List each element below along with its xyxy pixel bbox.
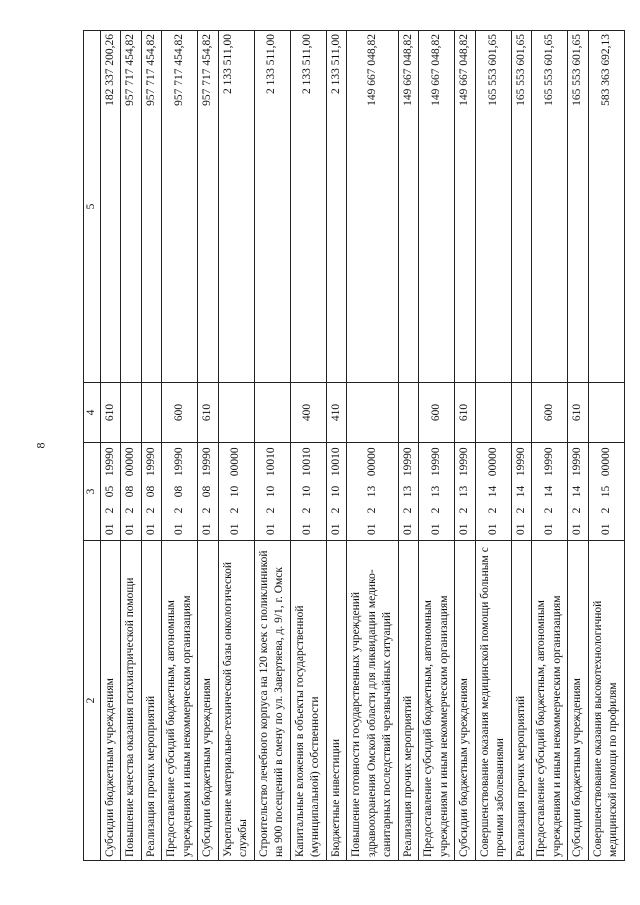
row-code-part: 19990 xyxy=(198,443,219,481)
table-row xyxy=(290,31,326,861)
row-code-part: 01 xyxy=(455,519,476,541)
row-code-part: 14 xyxy=(511,481,532,503)
row-code-part: 2 xyxy=(254,503,290,519)
row-code-part: 01 xyxy=(121,519,142,541)
row-name: Реализация прочих мероприятий xyxy=(398,541,419,861)
row-code-part: 13 xyxy=(347,481,399,503)
table-row xyxy=(588,31,624,861)
row-expense-type xyxy=(254,383,290,443)
row-code-part: 10 xyxy=(290,481,326,503)
row-code-part: 01 xyxy=(568,519,589,541)
row-code-part: 19990 xyxy=(511,443,532,481)
header-col-2: 2 xyxy=(84,541,101,861)
row-code-part: 2 xyxy=(218,503,254,519)
row-code-part: 08 xyxy=(162,481,198,503)
row-sum: 165 553 601,65 xyxy=(568,31,589,383)
row-code-part: 2 xyxy=(419,503,455,519)
row-code-part: 08 xyxy=(198,481,219,503)
row-expense-type: 410 xyxy=(326,383,347,443)
row-expense-type: 600 xyxy=(532,383,568,443)
table-row xyxy=(326,31,347,861)
row-code-part: 00000 xyxy=(588,443,624,481)
row-expense-type xyxy=(218,383,254,443)
table-body xyxy=(84,31,625,861)
row-sum: 957 717 454,82 xyxy=(141,31,162,383)
row-code-part: 10 xyxy=(326,481,347,503)
row-code-part: 2 xyxy=(290,503,326,519)
row-code-part: 2 xyxy=(568,503,589,519)
row-code-part: 01 xyxy=(475,519,511,541)
table-row xyxy=(532,31,568,861)
row-code-part: 10 xyxy=(254,481,290,503)
header-col-4: 4 xyxy=(84,383,101,443)
row-name: Совершенствование оказания медицинской помощи больным с прочими заболеваниями xyxy=(475,541,511,861)
row-name: Предоставление субсидий бюджетным, автономным учреждениям и иным некоммерческим организациям xyxy=(532,541,568,861)
row-code-part: 00000 xyxy=(347,443,399,481)
row-sum: 165 553 601,65 xyxy=(511,31,532,383)
row-expense-type: 600 xyxy=(419,383,455,443)
row-name: Предоставление субсидий бюджетным, автономным учреждениям и иным некоммерческим организациям xyxy=(419,541,455,861)
row-name: Строительство лечебного корпуса на 120 коек с поликлиникой на 900 посещений в смену по ул. Завертяева, д. 9/1, г. Омск xyxy=(254,541,290,861)
row-expense-type xyxy=(347,383,399,443)
header-row xyxy=(84,31,101,861)
row-code-part: 01 xyxy=(254,519,290,541)
row-expense-type xyxy=(398,383,419,443)
row-code-part: 13 xyxy=(419,481,455,503)
row-sum: 149 667 048,82 xyxy=(455,31,476,383)
rotated-page xyxy=(83,31,620,861)
table-row xyxy=(121,31,142,861)
row-sum: 149 667 048,82 xyxy=(398,31,419,383)
row-name: Реализация прочих мероприятий xyxy=(511,541,532,861)
table-row xyxy=(218,31,254,861)
table-row xyxy=(419,31,455,861)
row-code-part: 10010 xyxy=(254,443,290,481)
row-sum: 957 717 454,82 xyxy=(162,31,198,383)
row-code-part: 2 xyxy=(588,503,624,519)
row-code-part: 2 xyxy=(455,503,476,519)
row-name: Капитальные вложения в объекты государственной (муниципальной) собственности xyxy=(290,541,326,861)
row-code-part: 01 xyxy=(141,519,162,541)
budget-table xyxy=(83,30,625,861)
row-code-part: 15 xyxy=(588,481,624,503)
row-code-part: 2 xyxy=(326,503,347,519)
table-row xyxy=(347,31,399,861)
row-sum: 957 717 454,82 xyxy=(198,31,219,383)
row-name: Субсидии бюджетным учреждениям xyxy=(198,541,219,861)
row-code-part: 01 xyxy=(290,519,326,541)
row-expense-type: 610 xyxy=(455,383,476,443)
row-code-part: 01 xyxy=(398,519,419,541)
row-expense-type xyxy=(475,383,511,443)
row-code-part: 2 xyxy=(532,503,568,519)
row-name: Повышение качества оказания психиатрической помощи xyxy=(121,541,142,861)
row-code-part: 01 xyxy=(419,519,455,541)
row-code-part: 00000 xyxy=(218,443,254,481)
row-sum: 165 553 601,65 xyxy=(532,31,568,383)
row-code-part: 01 xyxy=(100,519,121,541)
row-code-part: 00000 xyxy=(121,443,142,481)
row-sum: 182 337 200,26 xyxy=(100,31,121,383)
table-row xyxy=(475,31,511,861)
row-code-part: 19990 xyxy=(100,443,121,481)
row-code-part: 10010 xyxy=(326,443,347,481)
table-row xyxy=(141,31,162,861)
row-code-part: 19990 xyxy=(455,443,476,481)
row-expense-type: 610 xyxy=(198,383,219,443)
row-name: Субсидии бюджетным учреждениям xyxy=(568,541,589,861)
row-code-part: 14 xyxy=(532,481,568,503)
row-name: Предоставление субсидий бюджетным, автономным учреждениям и иным некоммерческим организациям xyxy=(162,541,198,861)
row-expense-type: 600 xyxy=(162,383,198,443)
row-expense-type xyxy=(511,383,532,443)
row-code-part: 2 xyxy=(198,503,219,519)
row-code-part: 2 xyxy=(475,503,511,519)
row-code-part: 00000 xyxy=(475,443,511,481)
table-row xyxy=(568,31,589,861)
row-code-part: 19990 xyxy=(398,443,419,481)
header-col-5: 5 xyxy=(84,31,101,383)
row-sum: 957 717 454,82 xyxy=(121,31,142,383)
row-code-part: 01 xyxy=(326,519,347,541)
row-code-part: 14 xyxy=(568,481,589,503)
row-expense-type xyxy=(588,383,624,443)
row-code-part: 19990 xyxy=(532,443,568,481)
row-sum: 2 133 511,00 xyxy=(290,31,326,383)
row-sum: 2 133 511,00 xyxy=(218,31,254,383)
row-code-part: 2 xyxy=(100,503,121,519)
row-code-part: 19990 xyxy=(141,443,162,481)
row-sum: 149 667 048,82 xyxy=(419,31,455,383)
row-code-part: 19990 xyxy=(568,443,589,481)
header-col-3: 3 xyxy=(84,443,101,541)
row-name: Бюджетные инвестиции xyxy=(326,541,347,861)
row-expense-type: 400 xyxy=(290,383,326,443)
row-sum: 2 133 511,00 xyxy=(254,31,290,383)
row-sum: 165 553 601,65 xyxy=(475,31,511,383)
row-code-part: 01 xyxy=(347,519,399,541)
row-code-part: 13 xyxy=(455,481,476,503)
row-name: Субсидии бюджетным учреждениям xyxy=(100,541,121,861)
row-code-part: 08 xyxy=(121,481,142,503)
row-code-part: 01 xyxy=(511,519,532,541)
table-row xyxy=(398,31,419,861)
row-code-part: 13 xyxy=(398,481,419,503)
row-code-part: 01 xyxy=(218,519,254,541)
row-expense-type: 610 xyxy=(100,383,121,443)
row-expense-type: 610 xyxy=(568,383,589,443)
row-name: Субсидии бюджетным учреждениям xyxy=(455,541,476,861)
row-code-part: 19990 xyxy=(419,443,455,481)
row-code-part: 2 xyxy=(162,503,198,519)
row-code-part: 01 xyxy=(162,519,198,541)
row-name: Повышение готовности государственных учреждений здравоохранения Омской области для ликвидации медико-санитарных последствий чрезвычайных ситуаций xyxy=(347,541,399,861)
row-code-part: 08 xyxy=(141,481,162,503)
row-expense-type xyxy=(121,383,142,443)
row-code-part: 10 xyxy=(218,481,254,503)
row-code-part: 2 xyxy=(141,503,162,519)
row-code-part: 2 xyxy=(511,503,532,519)
page-number: 8 xyxy=(33,442,48,449)
row-name: Укрепление материально-технической базы онкологической службы xyxy=(218,541,254,861)
row-sum: 149 667 048,82 xyxy=(347,31,399,383)
row-name: Реализация прочих мероприятий xyxy=(141,541,162,861)
table-row xyxy=(198,31,219,861)
row-code-part: 01 xyxy=(198,519,219,541)
row-sum: 583 363 692,13 xyxy=(588,31,624,383)
row-name: Совершенствование оказания высокотехнологичной медицинской помощи по профилям xyxy=(588,541,624,861)
table-row xyxy=(254,31,290,861)
table-row xyxy=(100,31,121,861)
row-code-part: 2 xyxy=(347,503,399,519)
row-expense-type xyxy=(141,383,162,443)
row-code-part: 05 xyxy=(100,481,121,503)
row-code-part: 14 xyxy=(475,481,511,503)
row-code-part: 01 xyxy=(532,519,568,541)
row-code-part: 19990 xyxy=(162,443,198,481)
table-row xyxy=(511,31,532,861)
row-sum: 2 133 511,00 xyxy=(326,31,347,383)
table-row xyxy=(455,31,476,861)
row-code-part: 2 xyxy=(398,503,419,519)
table-row xyxy=(162,31,198,861)
row-code-part: 2 xyxy=(121,503,142,519)
row-code-part: 01 xyxy=(588,519,624,541)
row-code-part: 10010 xyxy=(290,443,326,481)
